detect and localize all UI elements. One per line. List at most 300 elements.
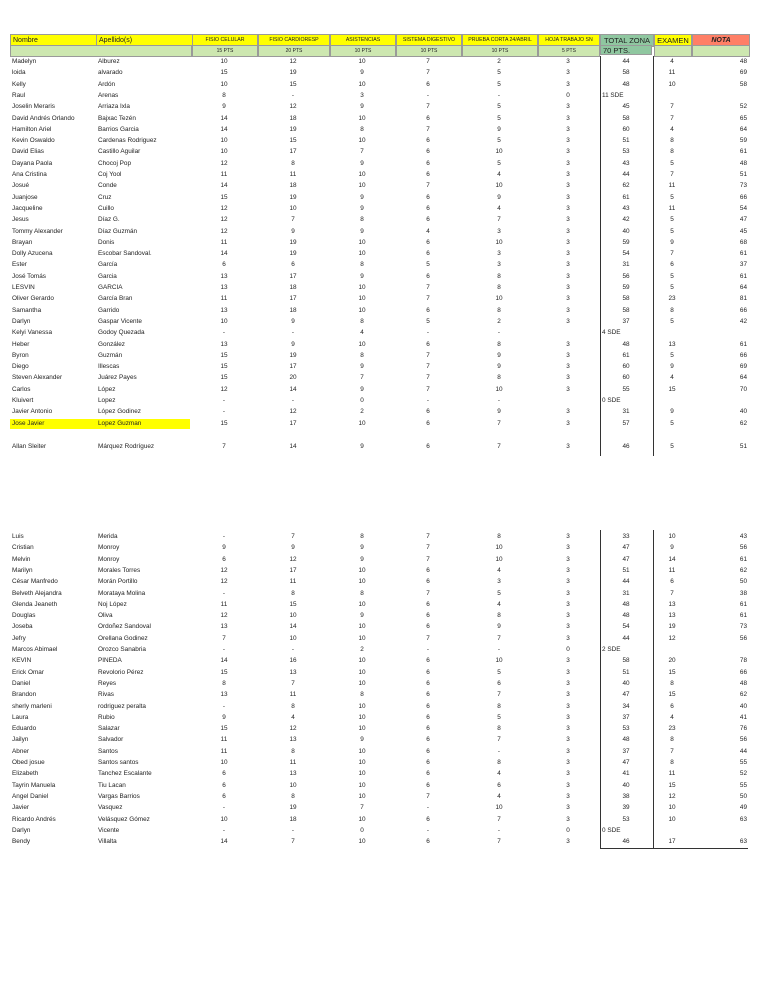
- cell-sistema-digestivo[interactable]: 6: [426, 567, 430, 574]
- cell-hoja-trabajo[interactable]: 3: [566, 748, 570, 755]
- cell-sistema-digestivo[interactable]: 6: [426, 273, 430, 280]
- cell-prueba-corta[interactable]: 4: [497, 567, 501, 574]
- cell-nombre[interactable]: David Elias: [12, 148, 44, 155]
- cell-sistema-digestivo[interactable]: 7: [426, 126, 430, 133]
- cell-fisio-celular[interactable]: -: [222, 408, 226, 415]
- cell-nota[interactable]: [692, 91, 747, 101]
- cell-asistencias[interactable]: 10: [358, 171, 366, 178]
- cell-asistencias[interactable]: 9: [360, 205, 364, 212]
- cell-fisio-celular[interactable]: -: [222, 804, 226, 811]
- cell-asistencias[interactable]: 10: [358, 714, 366, 721]
- cell-sistema-digestivo[interactable]: 6: [426, 838, 430, 845]
- cell-apellido[interactable]: Orozco Sanabria: [98, 646, 146, 653]
- cell-fisio-celular[interactable]: 12: [220, 205, 228, 212]
- cell-nombre[interactable]: Byron: [12, 352, 29, 359]
- cell-apellido[interactable]: Reyes: [98, 680, 117, 687]
- cell-total-zona[interactable]: 37: [622, 318, 630, 325]
- cell-hoja-trabajo[interactable]: 3: [566, 420, 570, 427]
- cell-prueba-corta[interactable]: -: [497, 646, 501, 653]
- cell-fisio-cardio[interactable]: 19: [289, 250, 297, 257]
- cell-nota[interactable]: 55: [739, 782, 747, 789]
- cell-fisio-cardio[interactable]: 15: [289, 137, 297, 144]
- cell-hoja-trabajo[interactable]: 3: [566, 533, 570, 540]
- cell-sistema-digestivo[interactable]: 7: [426, 635, 430, 642]
- cell-total-zona[interactable]: 51: [622, 669, 630, 676]
- cell-examen[interactable]: 9: [670, 239, 674, 246]
- cell-hoja-trabajo[interactable]: [538, 396, 598, 406]
- cell-asistencias[interactable]: 9: [360, 363, 364, 370]
- cell-asistencias[interactable]: 4: [360, 329, 364, 336]
- cell-asistencias[interactable]: 10: [358, 657, 366, 664]
- cell-prueba-corta[interactable]: 7: [497, 443, 501, 450]
- cell-examen[interactable]: 11: [668, 69, 676, 76]
- cell-examen[interactable]: [654, 826, 690, 836]
- cell-total-zona[interactable]: 4 SDE: [602, 329, 621, 336]
- cell-fisio-celular[interactable]: -: [222, 703, 226, 710]
- cell-asistencias[interactable]: 10: [358, 748, 366, 755]
- cell-nombre[interactable]: César Manfredo: [12, 578, 58, 585]
- cell-fisio-cardio[interactable]: 13: [289, 770, 297, 777]
- cell-total-zona[interactable]: 40: [622, 782, 630, 789]
- cell-hoja-trabajo[interactable]: 3: [566, 703, 570, 710]
- cell-fisio-cardio[interactable]: 12: [289, 408, 297, 415]
- cell-examen[interactable]: 8: [670, 680, 674, 687]
- cell-nombre[interactable]: Ana Cristina: [12, 171, 47, 178]
- cell-fisio-celular[interactable]: 7: [222, 443, 226, 450]
- cell-sistema-digestivo[interactable]: 6: [426, 420, 430, 427]
- cell-fisio-cardio[interactable]: 19: [289, 352, 297, 359]
- cell-sistema-digestivo[interactable]: 6: [426, 578, 430, 585]
- cell-sistema-digestivo[interactable]: 6: [426, 759, 430, 766]
- cell-fisio-celular[interactable]: 11: [220, 601, 228, 608]
- cell-fisio-cardio[interactable]: -: [291, 397, 295, 404]
- cell-nota[interactable]: 69: [739, 69, 747, 76]
- cell-prueba-corta[interactable]: 4: [497, 205, 501, 212]
- cell-sistema-digestivo[interactable]: -: [426, 827, 430, 834]
- cell-prueba-corta[interactable]: 8: [497, 725, 501, 732]
- cell-fisio-cardio[interactable]: 10: [289, 612, 297, 619]
- cell-nombre[interactable]: Jose Javier: [12, 420, 45, 427]
- cell-nombre[interactable]: Tommy Alexander: [12, 228, 63, 235]
- cell-fisio-cardio[interactable]: 11: [289, 578, 297, 585]
- cell-fisio-celular[interactable]: 15: [220, 725, 228, 732]
- cell-apellido[interactable]: Márquez Rodríguez: [98, 443, 155, 450]
- cell-asistencias[interactable]: 10: [358, 703, 366, 710]
- cell-prueba-corta[interactable]: 5: [497, 714, 501, 721]
- cell-prueba-corta[interactable]: 8: [497, 273, 501, 280]
- cell-hoja-trabajo[interactable]: 3: [566, 194, 570, 201]
- cell-asistencias[interactable]: 7: [360, 374, 364, 381]
- cell-apellido[interactable]: Tiu Lacan: [98, 782, 126, 789]
- cell-apellido[interactable]: Cuillo: [98, 205, 114, 212]
- cell-asistencias[interactable]: 10: [358, 567, 366, 574]
- cell-total-zona[interactable]: 57: [622, 420, 630, 427]
- cell-sistema-digestivo[interactable]: 6: [426, 216, 430, 223]
- cell-apellido[interactable]: Coj Yool: [98, 171, 122, 178]
- cell-prueba-corta[interactable]: 7: [497, 691, 501, 698]
- cell-hoja-trabajo[interactable]: 3: [566, 103, 570, 110]
- cell-total-zona[interactable]: 54: [622, 623, 630, 630]
- cell-fisio-celular[interactable]: 11: [220, 295, 228, 302]
- cell-nombre[interactable]: Belveth Alejandra: [12, 590, 62, 597]
- cell-prueba-corta[interactable]: 8: [497, 374, 501, 381]
- cell-nota[interactable]: 37: [739, 261, 747, 268]
- cell-nota[interactable]: [692, 328, 747, 338]
- cell-hoja-trabajo[interactable]: 3: [566, 759, 570, 766]
- cell-fisio-cardio[interactable]: 15: [289, 81, 297, 88]
- cell-total-zona[interactable]: 47: [622, 556, 630, 563]
- cell-fisio-celular[interactable]: -: [222, 533, 226, 540]
- cell-total-zona[interactable]: 0 SDE: [602, 397, 621, 404]
- cell-fisio-cardio[interactable]: 14: [289, 623, 297, 630]
- cell-nombre[interactable]: LESVIN: [12, 284, 35, 291]
- cell-total-zona[interactable]: 48: [622, 612, 630, 619]
- cell-asistencias[interactable]: 8: [360, 261, 364, 268]
- cell-total-zona[interactable]: 47: [622, 691, 630, 698]
- cell-asistencias[interactable]: 9: [360, 194, 364, 201]
- cell-nota[interactable]: 54: [739, 205, 747, 212]
- cell-prueba-corta[interactable]: 7: [497, 816, 501, 823]
- cell-fisio-cardio[interactable]: 9: [291, 228, 295, 235]
- cell-apellido[interactable]: Garrido: [98, 307, 120, 314]
- cell-hoja-trabajo[interactable]: 3: [566, 228, 570, 235]
- cell-asistencias[interactable]: 8: [360, 216, 364, 223]
- header-apellido[interactable]: Apellido(s): [96, 34, 194, 47]
- cell-fisio-celular[interactable]: -: [222, 397, 226, 404]
- cell-apellido[interactable]: Cardenas Rodriguez: [98, 137, 157, 144]
- cell-sistema-digestivo[interactable]: 4: [426, 228, 430, 235]
- cell-fisio-cardio[interactable]: 18: [289, 115, 297, 122]
- cell-sistema-digestivo[interactable]: 6: [426, 81, 430, 88]
- cell-total-zona[interactable]: 48: [622, 601, 630, 608]
- cell-nota[interactable]: 73: [739, 182, 747, 189]
- cell-nombre[interactable]: Josué: [12, 182, 30, 189]
- cell-fisio-celular[interactable]: 8: [222, 92, 226, 99]
- cell-total-zona[interactable]: 11 SDE: [602, 92, 624, 99]
- cell-prueba-corta[interactable]: 6: [497, 680, 501, 687]
- cell-asistencias[interactable]: 9: [360, 443, 364, 450]
- header-sistema-digestivo[interactable]: SISTEMA DIGESTIVO: [396, 34, 462, 47]
- header-fisio-cardio[interactable]: FISIO CARDIORESP: [258, 34, 330, 47]
- cell-asistencias[interactable]: 10: [358, 250, 366, 257]
- cell-total-zona[interactable]: 40: [622, 680, 630, 687]
- cell-nota[interactable]: 61: [739, 556, 747, 563]
- header-hoja-trabajo[interactable]: HOJA TRABAJO SN: [538, 34, 600, 47]
- cell-apellido[interactable]: Conde: [98, 182, 117, 189]
- cell-hoja-trabajo[interactable]: 3: [566, 374, 570, 381]
- cell-total-zona[interactable]: 58: [622, 295, 630, 302]
- cell-nombre[interactable]: Brandon: [12, 691, 37, 698]
- cell-apellido[interactable]: Monroy: [98, 556, 120, 563]
- cell-total-zona[interactable]: 60: [622, 374, 630, 381]
- cell-prueba-corta[interactable]: 10: [495, 239, 503, 246]
- cell-asistencias[interactable]: 9: [360, 386, 364, 393]
- cell-total-zona[interactable]: 48: [622, 341, 630, 348]
- cell-sistema-digestivo[interactable]: 6: [426, 137, 430, 144]
- cell-asistencias[interactable]: 3: [360, 92, 364, 99]
- cell-sistema-digestivo[interactable]: 6: [426, 341, 430, 348]
- cell-apellido[interactable]: Vicente: [98, 827, 120, 834]
- cell-examen[interactable]: 10: [668, 81, 676, 88]
- cell-hoja-trabajo[interactable]: 3: [566, 567, 570, 574]
- cell-fisio-cardio[interactable]: 8: [291, 160, 295, 167]
- cell-nota[interactable]: 78: [739, 657, 747, 664]
- cell-hoja-trabajo[interactable]: 3: [566, 623, 570, 630]
- cell-fisio-cardio[interactable]: 4: [291, 714, 295, 721]
- cell-apellido[interactable]: López Godinez: [98, 408, 141, 415]
- cell-nombre[interactable]: Ester: [12, 261, 27, 268]
- cell-fisio-cardio[interactable]: 15: [289, 601, 297, 608]
- cell-examen[interactable]: 6: [670, 261, 674, 268]
- cell-examen[interactable]: 23: [668, 295, 676, 302]
- cell-nota[interactable]: 51: [739, 171, 747, 178]
- cell-nombre[interactable]: Jacqueline: [12, 205, 43, 212]
- cell-fisio-cardio[interactable]: 19: [289, 194, 297, 201]
- cell-fisio-celular[interactable]: 9: [222, 103, 226, 110]
- cell-asistencias[interactable]: 10: [358, 115, 366, 122]
- cell-prueba-corta[interactable]: 3: [497, 250, 501, 257]
- cell-asistencias[interactable]: 9: [360, 612, 364, 619]
- cell-examen[interactable]: 8: [670, 307, 674, 314]
- cell-fisio-celular[interactable]: -: [222, 329, 226, 336]
- cell-asistencias[interactable]: 10: [358, 770, 366, 777]
- cell-total-zona[interactable]: 39: [622, 804, 630, 811]
- cell-prueba-corta[interactable]: 7: [497, 736, 501, 743]
- cell-fisio-cardio[interactable]: -: [291, 92, 295, 99]
- cell-fisio-celular[interactable]: 15: [220, 69, 228, 76]
- cell-nombre[interactable]: Joselin Meraris: [12, 103, 55, 110]
- cell-asistencias[interactable]: 8: [360, 533, 364, 540]
- cell-examen[interactable]: 5: [670, 420, 674, 427]
- cell-fisio-cardio[interactable]: 18: [289, 182, 297, 189]
- cell-hoja-trabajo[interactable]: 3: [566, 443, 570, 450]
- cell-nota[interactable]: 61: [739, 601, 747, 608]
- cell-fisio-cardio[interactable]: 17: [289, 148, 297, 155]
- cell-examen[interactable]: 4: [670, 58, 674, 65]
- cell-apellido[interactable]: García: [98, 261, 118, 268]
- cell-sistema-digestivo[interactable]: 7: [426, 295, 430, 302]
- cell-fisio-cardio[interactable]: 12: [289, 556, 297, 563]
- cell-prueba-corta[interactable]: 10: [495, 295, 503, 302]
- cell-hoja-trabajo[interactable]: 3: [566, 408, 570, 415]
- cell-nombre[interactable]: Obed josue: [12, 759, 45, 766]
- cell-prueba-corta[interactable]: 3: [497, 228, 501, 235]
- cell-fisio-celular[interactable]: 10: [220, 759, 228, 766]
- cell-examen[interactable]: 19: [668, 623, 676, 630]
- cell-hoja-trabajo[interactable]: 3: [566, 782, 570, 789]
- cell-fisio-celular[interactable]: 15: [220, 374, 228, 381]
- cell-hoja-trabajo[interactable]: 3: [566, 250, 570, 257]
- cell-nombre[interactable]: David Andrés Orlando: [12, 115, 75, 122]
- cell-apellido[interactable]: Vasquez: [98, 804, 123, 811]
- cell-examen[interactable]: 9: [670, 363, 674, 370]
- cell-asistencias[interactable]: 9: [360, 103, 364, 110]
- cell-nota[interactable]: 66: [739, 307, 747, 314]
- cell-hoja-trabajo[interactable]: 3: [566, 578, 570, 585]
- cell-nota[interactable]: 66: [739, 352, 747, 359]
- cell-examen[interactable]: 11: [668, 205, 676, 212]
- cell-fisio-cardio[interactable]: 13: [289, 736, 297, 743]
- cell-total-zona[interactable]: 58: [622, 307, 630, 314]
- cell-fisio-cardio[interactable]: 18: [289, 284, 297, 291]
- header-nombre[interactable]: Nombre: [10, 34, 98, 47]
- cell-total-zona[interactable]: 44: [622, 58, 630, 65]
- cell-examen[interactable]: 5: [670, 318, 674, 325]
- cell-examen[interactable]: 12: [668, 793, 676, 800]
- cell-nombre[interactable]: Daniel: [12, 680, 31, 687]
- cell-fisio-celular[interactable]: 6: [222, 261, 226, 268]
- cell-prueba-corta[interactable]: 6: [497, 782, 501, 789]
- header-fisio-celular[interactable]: FISIO CELULAR: [192, 34, 258, 47]
- cell-hoja-trabajo[interactable]: 3: [566, 590, 570, 597]
- cell-nota[interactable]: 65: [739, 115, 747, 122]
- cell-hoja-trabajo[interactable]: 3: [566, 352, 570, 359]
- cell-prueba-corta[interactable]: 7: [497, 216, 501, 223]
- cell-hoja-trabajo[interactable]: 0: [566, 827, 570, 834]
- cell-examen[interactable]: 5: [670, 194, 674, 201]
- cell-examen[interactable]: 7: [670, 748, 674, 755]
- cell-hoja-trabajo[interactable]: 3: [566, 239, 570, 246]
- cell-apellido[interactable]: GARCIA: [98, 284, 123, 291]
- cell-fisio-celular[interactable]: 8: [222, 680, 226, 687]
- cell-fisio-cardio[interactable]: 12: [289, 103, 297, 110]
- cell-asistencias[interactable]: 8: [360, 590, 364, 597]
- cell-examen[interactable]: [654, 396, 690, 406]
- cell-prueba-corta[interactable]: 9: [497, 363, 501, 370]
- cell-sistema-digestivo[interactable]: 7: [426, 69, 430, 76]
- cell-examen[interactable]: 5: [670, 228, 674, 235]
- cell-nombre[interactable]: Elizabeth: [12, 770, 39, 777]
- cell-prueba-corta[interactable]: 7: [497, 420, 501, 427]
- cell-hoja-trabajo[interactable]: 3: [566, 770, 570, 777]
- cell-hoja-trabajo[interactable]: 3: [566, 81, 570, 88]
- cell-total-zona[interactable]: 47: [622, 544, 630, 551]
- cell-asistencias[interactable]: 10: [358, 782, 366, 789]
- cell-apellido[interactable]: Escobar Sandoval.: [98, 250, 152, 257]
- cell-asistencias[interactable]: 9: [360, 160, 364, 167]
- cell-sistema-digestivo[interactable]: -: [426, 329, 430, 336]
- cell-sistema-digestivo[interactable]: 6: [426, 160, 430, 167]
- cell-prueba-corta[interactable]: -: [497, 92, 501, 99]
- cell-prueba-corta[interactable]: 10: [495, 386, 503, 393]
- cell-total-zona[interactable]: 54: [622, 250, 630, 257]
- cell-total-zona[interactable]: 61: [622, 194, 630, 201]
- cell-fisio-celular[interactable]: 15: [220, 669, 228, 676]
- cell-fisio-celular[interactable]: 11: [220, 171, 228, 178]
- cell-nombre[interactable]: Javier Antonio: [12, 408, 53, 415]
- header-total-zona[interactable]: TOTAL ZONA: [600, 34, 654, 47]
- cell-sistema-digestivo[interactable]: 6: [426, 657, 430, 664]
- cell-total-zona[interactable]: 58: [622, 69, 630, 76]
- cell-fisio-cardio[interactable]: 19: [289, 239, 297, 246]
- cell-prueba-corta[interactable]: 9: [497, 126, 501, 133]
- cell-fisio-celular[interactable]: 15: [220, 363, 228, 370]
- cell-nombre[interactable]: Eduardo: [12, 725, 37, 732]
- cell-prueba-corta[interactable]: 8: [497, 759, 501, 766]
- cell-nota[interactable]: 43: [739, 533, 747, 540]
- cell-sistema-digestivo[interactable]: 7: [426, 544, 430, 551]
- cell-apellido[interactable]: Orellana Godinez: [98, 635, 148, 642]
- cell-prueba-corta[interactable]: 2: [497, 318, 501, 325]
- cell-total-zona[interactable]: 31: [622, 590, 630, 597]
- cell-nombre[interactable]: Javier: [12, 804, 30, 811]
- cell-asistencias[interactable]: 10: [358, 669, 366, 676]
- cell-fisio-cardio[interactable]: 18: [289, 307, 297, 314]
- cell-apellido[interactable]: Revolorio Pérez: [98, 669, 144, 676]
- cell-hoja-trabajo[interactable]: 3: [566, 669, 570, 676]
- cell-apellido[interactable]: Alburez: [98, 58, 120, 65]
- cell-nota[interactable]: 63: [739, 838, 747, 845]
- cell-hoja-trabajo[interactable]: 3: [566, 544, 570, 551]
- cell-prueba-corta[interactable]: 5: [497, 137, 501, 144]
- cell-apellido[interactable]: Ardón: [98, 81, 116, 88]
- cell-apellido[interactable]: Lopez Guzman: [98, 420, 142, 427]
- cell-fisio-celular[interactable]: -: [222, 827, 226, 834]
- cell-nota[interactable]: 76: [739, 725, 747, 732]
- cell-prueba-corta[interactable]: 9: [497, 352, 501, 359]
- cell-fisio-cardio[interactable]: -: [291, 329, 295, 336]
- cell-prueba-corta[interactable]: 10: [495, 182, 503, 189]
- cell-sistema-digestivo[interactable]: 6: [426, 443, 430, 450]
- cell-examen[interactable]: [654, 645, 690, 655]
- cell-nota[interactable]: 62: [739, 567, 747, 574]
- cell-nota[interactable]: 41: [739, 714, 747, 721]
- cell-total-zona[interactable]: 59: [622, 239, 630, 246]
- cell-apellido[interactable]: Villalta: [98, 838, 117, 845]
- cell-apellido[interactable]: Salvador: [98, 736, 124, 743]
- cell-prueba-corta[interactable]: 5: [497, 103, 501, 110]
- cell-hoja-trabajo[interactable]: 3: [566, 838, 570, 845]
- cell-hoja-trabajo[interactable]: 3: [566, 318, 570, 325]
- cell-nombre[interactable]: Ricardo Andrés: [12, 816, 56, 823]
- cell-total-zona[interactable]: 46: [622, 443, 630, 450]
- cell-apellido[interactable]: Monroy: [98, 544, 120, 551]
- cell-sistema-digestivo[interactable]: 7: [426, 182, 430, 189]
- cell-nombre[interactable]: Glenda Jeaneth: [12, 601, 58, 608]
- cell-fisio-cardio[interactable]: 12: [289, 725, 297, 732]
- cell-asistencias[interactable]: 10: [358, 578, 366, 585]
- cell-sistema-digestivo[interactable]: 7: [426, 374, 430, 381]
- cell-hoja-trabajo[interactable]: 3: [566, 295, 570, 302]
- cell-total-zona[interactable]: 48: [622, 81, 630, 88]
- cell-fisio-celular[interactable]: 13: [220, 284, 228, 291]
- cell-examen[interactable]: 13: [668, 601, 676, 608]
- cell-fisio-celular[interactable]: 12: [220, 612, 228, 619]
- cell-asistencias[interactable]: 10: [358, 182, 366, 189]
- cell-examen[interactable]: 14: [668, 556, 676, 563]
- cell-total-zona[interactable]: 51: [622, 567, 630, 574]
- cell-examen[interactable]: 11: [668, 770, 676, 777]
- cell-nota[interactable]: 55: [739, 759, 747, 766]
- cell-nombre[interactable]: Steven Alexander: [12, 374, 63, 381]
- cell-apellido[interactable]: Illescas: [98, 363, 120, 370]
- cell-nombre[interactable]: Melvin: [12, 556, 31, 563]
- cell-apellido[interactable]: Rivas: [98, 691, 114, 698]
- cell-sistema-digestivo[interactable]: 6: [426, 148, 430, 155]
- cell-nombre[interactable]: Darlyn: [12, 827, 31, 834]
- cell-sistema-digestivo[interactable]: 6: [426, 194, 430, 201]
- cell-sistema-digestivo[interactable]: 7: [426, 533, 430, 540]
- cell-fisio-cardio[interactable]: 17: [289, 363, 297, 370]
- cell-apellido[interactable]: Arriaza Ixla: [98, 103, 130, 110]
- cell-prueba-corta[interactable]: 5: [497, 160, 501, 167]
- cell-apellido[interactable]: Ordoñez Sandoval: [98, 623, 151, 630]
- cell-apellido[interactable]: Rubio: [98, 714, 115, 721]
- cell-prueba-corta[interactable]: 3: [497, 261, 501, 268]
- cell-examen[interactable]: 5: [670, 284, 674, 291]
- cell-nombre[interactable]: sherly marleni: [12, 703, 52, 710]
- cell-examen[interactable]: 4: [670, 126, 674, 133]
